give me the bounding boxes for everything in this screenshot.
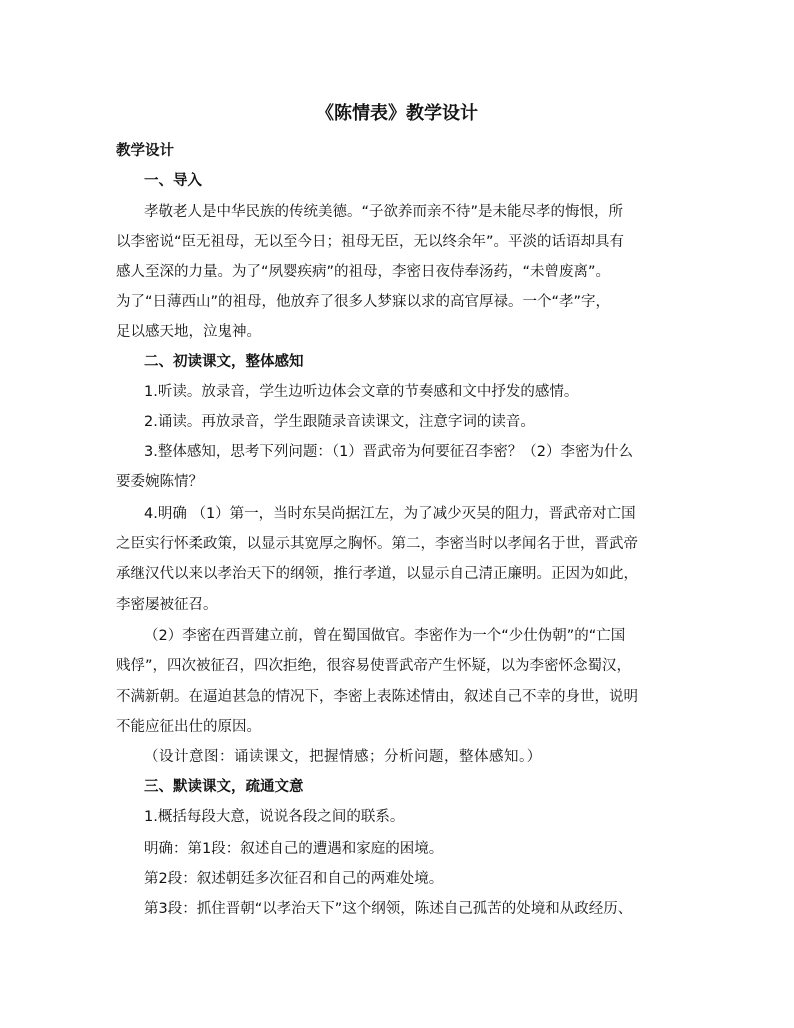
paragraph-line: 第2段：叙述朝廷多次征召和自己的两难处境。 (144, 871, 444, 887)
paragraph-line: 贱俘”，四次被征召，四次拒绝，很容易使晋武帝产生怀疑，以为李密怀念蜀汉， (116, 658, 632, 674)
paragraph-line: 以李密说“臣无祖母，无以至今日；祖母无臣，无以终余年”。平淡的话语却具有 (116, 234, 625, 250)
paragraph-line: 要委婉陈情？ (116, 474, 203, 490)
section-heading: 教学设计 (116, 143, 174, 159)
paragraph-line: 明确：第1段：叙述自己的遭遇和家庭的困境。 (144, 841, 444, 857)
paragraph-line: 孝敬老人是中华民族的传统美德。“子欲养而亲不待”是未能尽孝的悔恨，所 (144, 204, 624, 220)
paragraph-line: 1.概括每段大意，说说各段之间的联系。 (144, 809, 405, 825)
paragraph-line: （设计意图：诵读课文，把握情感；分析问题，整体感知。） (144, 749, 542, 765)
paragraph-line: 第3段：抓住晋朝“以孝治天下”这个纲领，陈述自己孤苦的处境和从政经历、 (144, 901, 633, 917)
section-heading: 一、导入 (144, 173, 202, 189)
document-title: 《陈情表》教学设计 (316, 103, 478, 124)
paragraph-line: 不能应征出仕的原因。 (116, 719, 261, 735)
paragraph-line: 李密屡被征召。 (116, 597, 218, 613)
paragraph-line: 承继汉代以来以孝治天下的纲领，推行孝道，以显示自己清正廉明。正因为如此， (116, 566, 638, 582)
paragraph-line: 2.诵读。再放录音，学生跟随录音读课文，注意字词的读音。 (144, 414, 535, 430)
paragraph-line: 1.听读。放录音，学生边听边体会文章的节奏感和文中抒发的感情。 (144, 384, 579, 400)
paragraph-line: 足以感天地，泣鬼神。 (116, 324, 261, 340)
paragraph-line: 3.整体感知，思考下列问题：（1）晋武帝为何要征召李密？（2）李密为什么 (144, 444, 634, 460)
paragraph-line: 为了“日薄西山”的祖母，他放弃了很多人梦寐以求的高官厚禄。一个“孝”字， (116, 294, 611, 310)
section-heading: 二、初读课文，整体感知 (144, 354, 304, 370)
paragraph-line: （2）李密在西晋建立前，曾在蜀国做官。李密作为一个“少仕伪朝”的“亡国 (144, 628, 626, 644)
paragraph-line: 之臣实行怀柔政策，以显示其宽厚之胸怀。第二，李密当时以孝闻名于世，晋武帝 (116, 536, 638, 552)
paragraph-line: 4.明确 （1）第一，当时东吴尚据江左，为了减少灭吴的阻力，晋武帝对亡国 (144, 506, 636, 522)
paragraph-line: 不满新朝。在逼迫甚急的情况下，李密上表陈述情由，叙述自己不幸的身世，说明 (116, 689, 638, 705)
section-heading: 三、默读课文，疏通文意 (144, 779, 304, 795)
paragraph-line: 感人至深的力量。为了“夙婴疾病”的祖母，李密日夜侍奉汤药，“未曾废离”。 (116, 264, 611, 280)
